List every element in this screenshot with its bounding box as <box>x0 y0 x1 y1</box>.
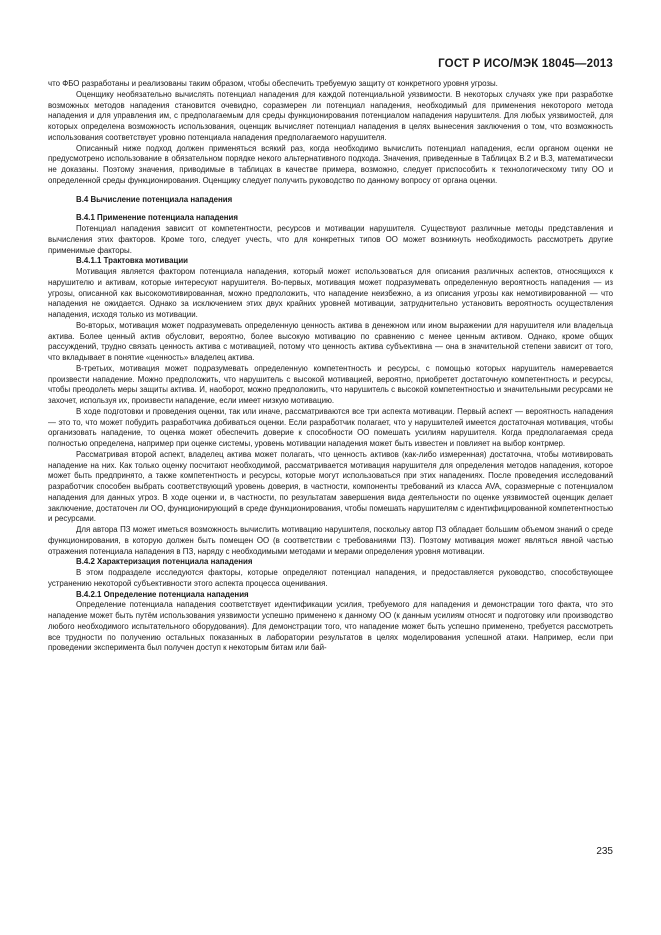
section-heading-b421: B.4.2.1 Определение потенциала нападения <box>76 589 249 599</box>
section-heading-b42: B.4.2 Характеризация потенциала нападения <box>76 557 253 567</box>
section-heading-b41: B.4.1 Применение потенциала нападения <box>76 213 238 223</box>
paragraph: Описанный ниже подход должен применяться всякий раз, когда необходимо вычислить потенциал нападения, если органом оценки не предусмотрено использование в обязательном порядке некого альтернативного подхода. Значения, приведенные в Таблицах B.2 и B.3, математически не доказаны. Поэтому значения, приводимые в таблицах в качестве примера, возможно, следует приспособить к технологическому типу ОО и определенной среды функционирования. Оценщику следует получить руководство по данному вопросу от органа оценки. <box>48 143 613 185</box>
paragraph: Потенциал нападения зависит от компетентности, ресурсов и мотивации нарушителя. Существуют различные методы представления и вычисления этих факторов. Кроме того, следует учесть, что для конкретных типов ОО может возникнуть необходимость рассмотреть другие применимые факторы. <box>48 224 613 255</box>
paragraph: Для автора ПЗ может иметься возможность вычислить мотивацию нарушителя, поскольку автор ПЗ обладает большим объемом знаний о среде функционирования, в которую должен быть помещен ОО (в соответствии с требованиями ПЗ). Поэтому мотивация может являться явной частью отражения потенциала нападения в ПЗ, наряду с необходимыми методами и мерами определения уровня мотивации. <box>48 525 613 556</box>
page-number: 235 <box>596 846 613 857</box>
section-heading-b4: B.4 Вычисление потенциала нападения <box>76 194 233 204</box>
paragraph: Мотивация является фактором потенциала нападения, который может использоваться для описания различных аспектов, относящихся к нарушителю и активам, которые интересуют нарушителя. Во-первых, мотивация может подразумевать определенную вероятность нападения — из угрозы, описанной как высокомотивированная, можно предположить, что нападение неизбежно, а из описания угрозы как немотивированной — что нападения не ожидается. Однако за исключением этих двух крайних уровней мотивации, затруднительно установить вероятность осуществления нападения, исходя только из мотивации. <box>48 267 613 319</box>
paragraph: Во-вторых, мотивация может подразумевать определенную ценность актива в денежном или ином выражении для нарушителя или владельца актива. Более ценный актив обусловит, вероятно, более высокую мотивацию по сравнению с менее ценным активом. Однако, кроме общих рассуждений, трудно связать ценность актива с мотивацией, потому что ценность актива субъективна — она в значительной степени зависит от того, что вкладывает в понятие «ценность» владелец актива. <box>48 320 613 362</box>
paragraph: Рассматривая второй аспект, владелец актива может полагать, что ценность активов (как-либо измеренная) достаточна, чтобы мотивировать нападение на них. Как только оценку посчитают необходимой, рассматривается мотивация нарушителя для определения методов нападения, которое может быть предпринято, а также компетентность и ресурсы, которые могут использоваться при этих нападениях. После проведения исследований разработчик способен выбрать соответствующий уровень доверия, в частности, компоненты требований из класса AVA, соразмерные с потенциалом нападения для данных угроз. В ходе оценки и, в частности, по результатам завершения вида деятельности по оценке уязвимостей оценщик делает заключение, достаточен ли ОО, функционирующий в среде функционирования, чтобы помешать нарушителям с идентифицированной компетентностью и ресурсами. <box>48 449 613 524</box>
paragraph: Определение потенциала нападения соответствует идентификации усилия, требуемого для нападения и демонстрации того факта, что это нападение может быть путём использования уязвимости успешно применено к данному ОО (к данным усилиям относят и подготовку или производство любого необходимого испытательного оборудования). Для демонстрации того, что нападение может быть успешно применено, требуется рассмотреть все трудности по получению остальных показанных в лаборатории результатов в целях моделирования успешной атаки. Например, если при проведении эксперимента был получен доступ к некоторым битам или бай- <box>48 600 613 653</box>
paragraph: В ходе подготовки и проведения оценки, так или иначе, рассматриваются все три аспекта мотивации. Первый аспект — вероятность нападения — это то, что может побудить разработчика добиваться оценки. Если разработчик полагает, что у нарушителей имеется достаточная мотивация, чтобы организовать нападение, то оценка может обеспечить доверие к способности ОО помешать усилиям нарушителя. Когда предполагаемая среда полностью определена, например при оценке системы, уровень мотивации нападения может быть известен и повлияет на выбор контрмер. <box>48 406 613 448</box>
paragraph: что ФБО разработаны и реализованы таким образом, чтобы обеспечить требуемую защиту от конкретного уровня угрозы. <box>48 79 498 88</box>
paragraph: В этом подразделе исследуются факторы, которые определяют потенциал нападения, и предоставляется руководство, способствующее устранению некоторой субъективности этого аспекта процесса оценивания. <box>48 568 613 588</box>
document-body <box>48 79 613 654</box>
paragraph: В-третьих, мотивация может подразумевать определенную компетентность и ресурсы, с помощью которых нарушитель намеревается произвести нападение. Можно предположить, что нарушитель с высокой мотивацией, вероятно, приобретет достаточную компетентность и ресурсы, чтобы преодолеть меры защиты актива. И, наоборот, можно предположить, что нарушитель с высокой компетентностью и значительными ресурсами не захочет, используя их, произвести нападение, если имеет низкую мотивацию. <box>48 363 613 405</box>
document-header: ГОСТ Р ИСО/МЭК 18045—2013 <box>438 58 613 70</box>
section-heading-b411: B.4.1.1 Трактовка мотивации <box>76 256 189 266</box>
paragraph: Оценщику необязательно вычислять потенциал нападения для каждой потенциальной уязвимости. В некоторых случаях уже при разработке возможных методов нападения становится очевидно, соразмерен ли потенциал нападения, необходимый для применения некоторого метода нападения и для управления им, с предполагаемым для среды функционирования потенциалом нападения нарушителя. Для любых уязвимостей, для которых определена возможность использования, оценщик вычисляет потенциал нападения в целях вынесения заключения о том, что возможность использования соответствует уровню потенциала нападения предполагаемого нарушителя. <box>48 89 613 142</box>
